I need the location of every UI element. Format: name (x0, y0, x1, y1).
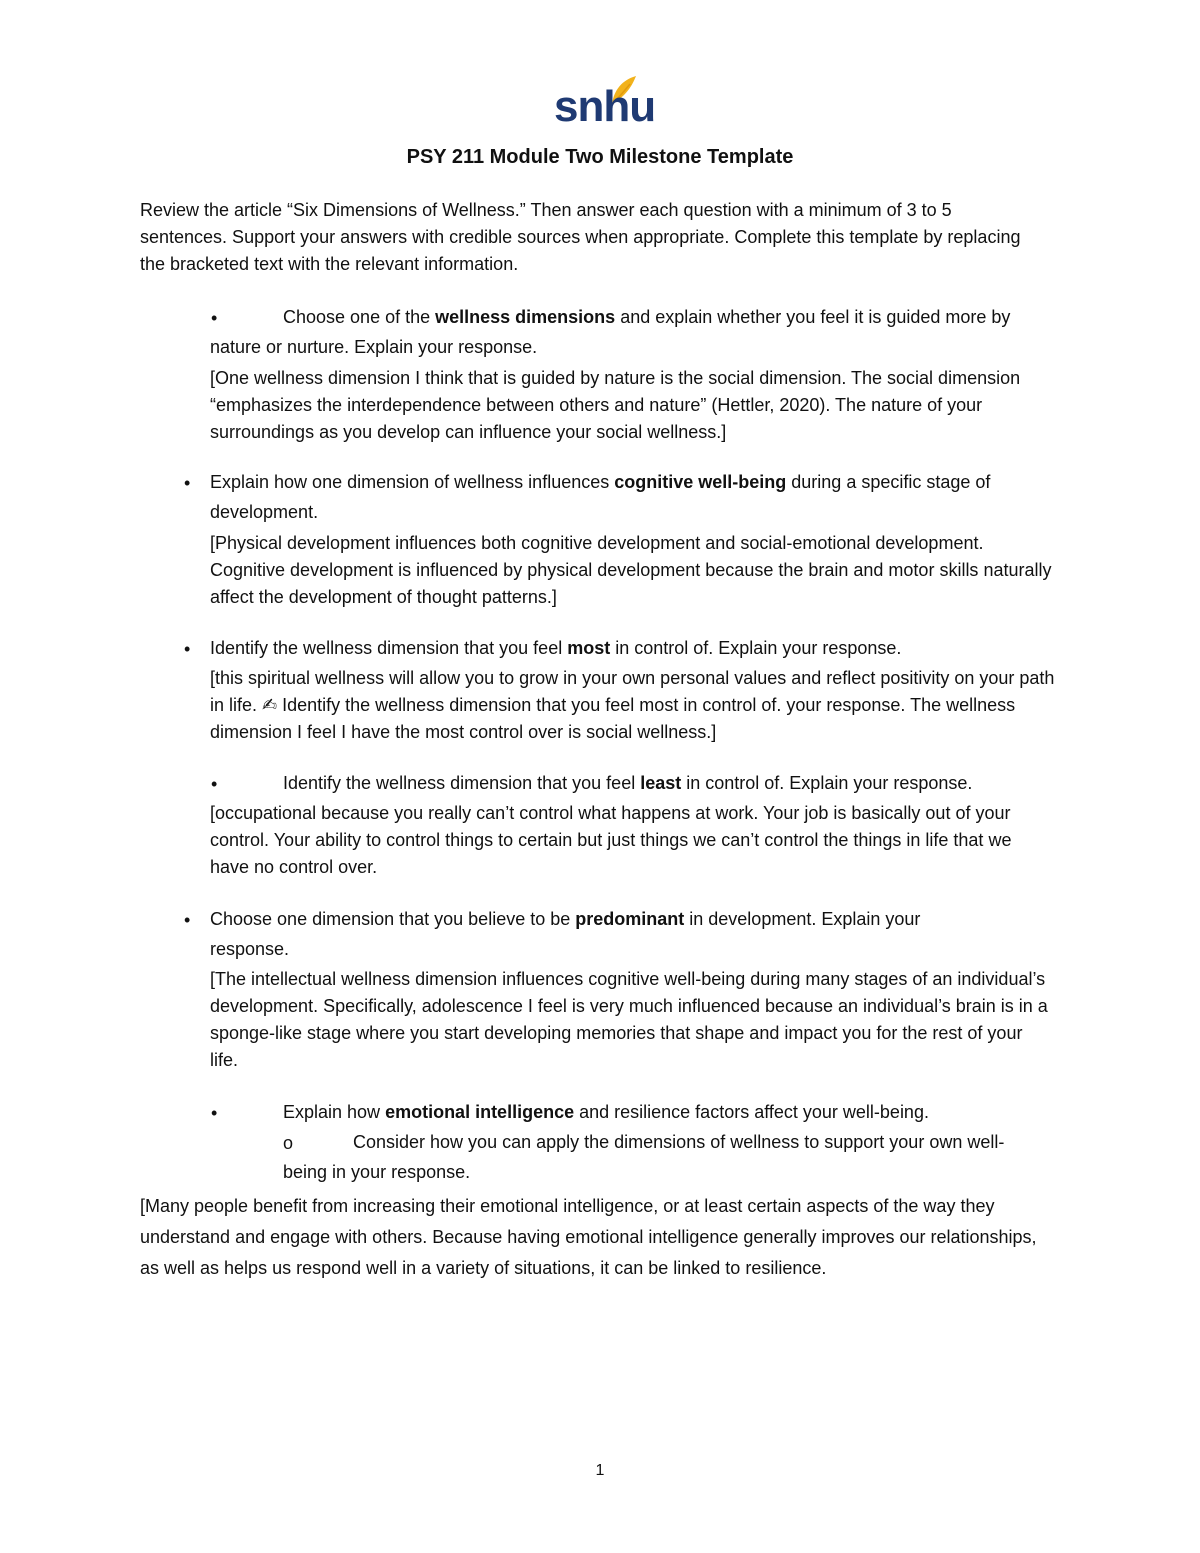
bullet-icon: • (184, 473, 191, 493)
question-1-text-after: and explain whether you feel it is guided more by nature or nurture. Explain your response. (210, 307, 1011, 357)
answer-4: [occupational because you really can’t control what happens at work. Your job is basically out of your control. Your ability to control things to certain but just things we can’t control the things in life that we have no control over. (210, 803, 1012, 877)
question-5-keyword: predominant (575, 909, 685, 929)
bullet-icon: • (211, 308, 218, 328)
sub-bullet-icon: o (283, 1133, 294, 1153)
question-4 (283, 768, 1073, 798)
question-2-text-before: Explain how one dimension of wellness influences (210, 472, 615, 492)
question-3-text-before: Identify the wellness dimension that you feel (210, 638, 568, 658)
question-2-text-after: during a specific stage of development. (210, 472, 991, 522)
answer-1: [One wellness dimension I think that is guided by nature is the social dimension. The social dimension “emphasizes the interdependence between others and nature” (Hettler, 2020). The nature of your surroundings as you develop can influence your social wellness.] (210, 368, 1021, 442)
question-4-keyword: least (640, 773, 682, 793)
answer-5: [The intellectual wellness dimension influences cognitive well-being during many stages of an individual’s development. Specifically, adolescence I feel is very much influenced because an individual’s brain is in a sponge-like stage where you start developing memories that shape and impact you for the rest of your life. (210, 969, 1048, 1070)
question-6-text-before: Explain how (283, 1102, 386, 1122)
answer-3: [this spiritual wellness will allow you to grow in your own personal values and reflect positivity on your path in life. ✍ Identify the wellness dimension that you feel most in control of. your response. The wellness dimension I feel I have the most control over is social wellness.] (210, 668, 1055, 742)
question-5-text-before: Choose one dimension that you believe to be (210, 909, 576, 929)
question-6 (283, 1097, 1073, 1127)
page-title: PSY 211 Module Two Milestone Template (406, 146, 794, 168)
question-3-text-after: in control of. Explain your response. (610, 638, 902, 658)
question-4-text-after: in control of. Explain your response. (681, 773, 973, 793)
question-5 (210, 904, 1000, 964)
question-2-keyword: cognitive well-being (614, 472, 787, 492)
bullet-icon: • (211, 774, 218, 794)
question-1 (210, 302, 1060, 362)
bullet-icon: • (211, 1103, 218, 1123)
question-2 (210, 467, 1060, 527)
question-3 (210, 633, 1060, 663)
question-6-keyword: emotional intelligence (385, 1102, 575, 1122)
question-1-text-before: Choose one of the (283, 307, 436, 327)
page-number: 1 (595, 1462, 605, 1479)
answer-6: [Many people benefit from increasing their emotional intelligence, or at least certain aspects of the way they understand and engage with others. Because having emotional intelligence generally improves our relationships, as well as helps us respond well in a variety of situations, it can be linked to resilience. (140, 1196, 1037, 1278)
answer-2: [Physical development influences both cognitive development and social-emotional development. Cognitive development is influenced by physical development because the brain and motor skills naturally affect the development of thought patterns.] (210, 533, 1052, 607)
bullet-icon: • (184, 639, 191, 659)
snhu-logo (554, 74, 656, 132)
question-4-text-before: Identify the wellness dimension that you feel (283, 773, 641, 793)
question-6-text-after: and resilience factors affect your well-being. (574, 1102, 929, 1122)
question-1-keyword: wellness dimensions (435, 307, 616, 327)
bullet-icon: • (184, 910, 191, 930)
logo-wordmark: snhu (554, 82, 656, 131)
question-3-keyword: most (567, 638, 611, 658)
question-5-text-after: in development. Explain your response. (210, 909, 921, 959)
intro-paragraph: Review the article “Six Dimensions of Wellness.” Then answer each question with a minimum of 3 to 5 sentences. Support your answers with credible sources when appropriate. Complete this template by replacing the bracketed text with the relevant information. (140, 200, 1021, 274)
question-6-sub: Consider how you can apply the dimensions of wellness to support your own well-being in your response. (283, 1132, 1005, 1182)
